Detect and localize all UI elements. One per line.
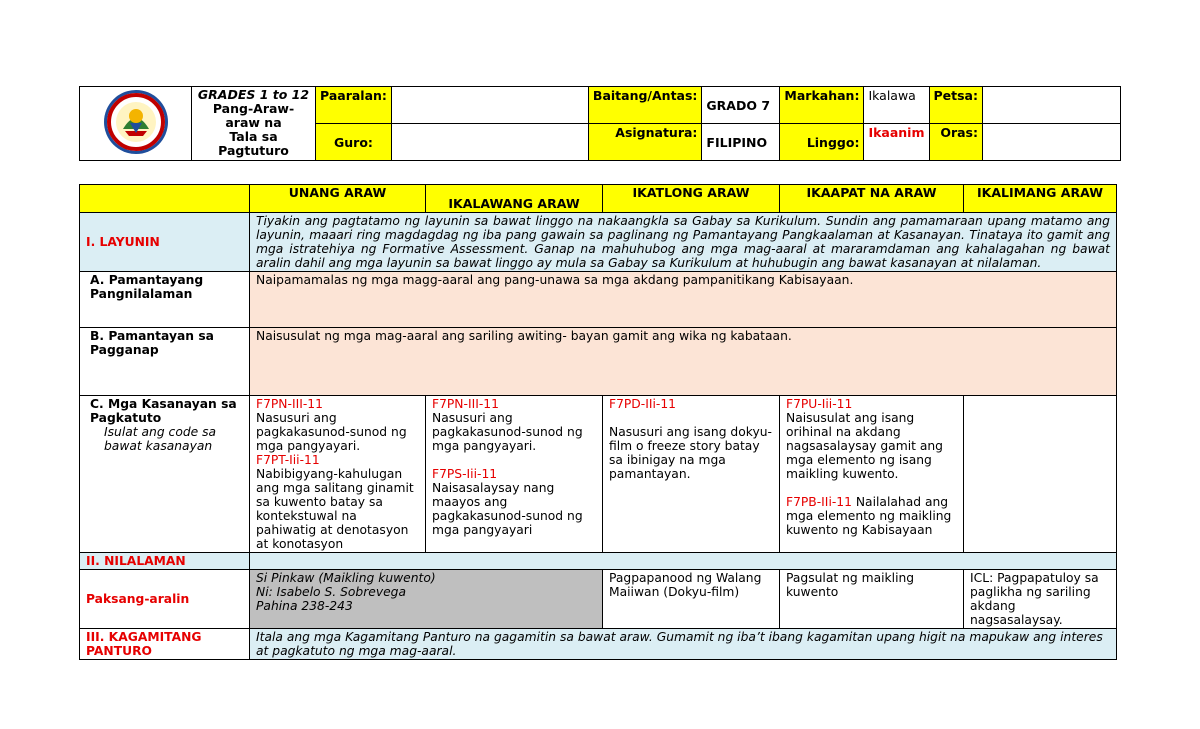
pangnilalaman-label: A. Pamantayang Pangnilalaman (80, 272, 250, 328)
paksa-author: Ni: Isabelo S. Sobrevega (256, 585, 407, 599)
corner-cell (80, 185, 250, 213)
kasanayan-day-1 (250, 396, 426, 553)
guro-label: Guro: (316, 124, 392, 161)
kasanayan-sublabel: Isulat ang code sa bawat kasanayan (104, 425, 217, 453)
competency-code: F7PB-IIi-11 (786, 495, 852, 509)
paksa-pages: Pahina 238-243 (256, 599, 353, 613)
title-line-1: GRADES 1 to 12 (197, 87, 310, 102)
title-line-2: Pang-Araw-araw na (212, 101, 295, 130)
logo-cell (80, 87, 192, 161)
nilalaman-label: II. NILALAMAN (80, 553, 250, 570)
pagganap-label: B. Pamantayan sa Pagganap (80, 328, 250, 396)
title-line-3: Tala sa Pagtuturo (218, 129, 289, 158)
competency-text: Nailalahad ang mga elemento ng maikling kuwento ng Kabisayaan (786, 495, 952, 537)
layunin-label: I. LAYUNIN (80, 213, 250, 272)
competency-code: F7PN-III-11 (256, 397, 323, 411)
day-header-2: IKALAWANG ARAW (426, 185, 603, 213)
paksa-day-5: ICL: Pagpapatuloy sa paglikha ng sariling akdang nagsasalaysay. (964, 570, 1117, 629)
linggo-label: Linggo: (780, 124, 864, 161)
asignatura-label: Asignatura: (588, 124, 702, 161)
deped-seal-icon (103, 89, 169, 155)
paksa-title: Si Pinkaw (Maikling kuwento) (256, 571, 436, 585)
oras-label: Oras: (929, 124, 983, 161)
day-header-5: IKALIMANG ARAW (964, 185, 1117, 213)
pangnilalaman-text: Naipamamalas ng mga magg-aaral ang pang-unawa sa mga akdang pampanitikang Kabisayaan. (250, 272, 1117, 328)
kasanayan-day-3 (603, 396, 780, 553)
competency-text-4b (786, 495, 957, 537)
lesson-plan-table (79, 184, 1117, 660)
competency-text: Nabibigyang-kahulugan ang mga salitang ginamit sa kuwento batay sa kontekstuwal na pahiwatig at denotasyon at konotasyon (256, 467, 414, 551)
kasanayan-label-cell (80, 396, 250, 553)
competency-text: Nasusuri ang isang dokyu-film o freeze story batay sa ibinigay na mga pamantayan. (609, 425, 772, 481)
kagamitan-label: III. KAGAMITANG PANTURO (80, 629, 250, 660)
paksa-day-1-2 (250, 570, 603, 629)
kasanayan-day-5 (964, 396, 1117, 553)
paksa-label: Paksang-aralin (80, 570, 250, 629)
petsa-field[interactable] (983, 87, 1121, 124)
competency-code: F7PD-IIi-11 (609, 397, 676, 411)
markahan-value: Ikalawa (864, 87, 929, 124)
asignatura-value: FILIPINO (702, 124, 780, 161)
guro-field[interactable] (391, 124, 588, 161)
linggo-value: Ikaanim (864, 124, 929, 161)
competency-code: F7PS-Iii-11 (432, 467, 498, 481)
kasanayan-label: C. Mga Kasanayan sa Pagkatuto (90, 397, 237, 425)
competency-text: Naisasalaysay nang maayos ang pagkakasunod-sunod ng mga pangyayari (432, 481, 583, 537)
paksa-day-4: Pagsulat ng maikling kuwento (780, 570, 964, 629)
competency-code: F7PT-Iii-11 (256, 453, 320, 467)
competency-code: F7PN-III-11 (432, 397, 499, 411)
baitang-value: GRADO 7 (702, 87, 780, 124)
day-header-1: UNANG ARAW (250, 185, 426, 213)
pagganap-text: Naisusulat ng mga mag-aaral ang sariling awiting- bayan gamit ang wika ng kabataan. (250, 328, 1117, 396)
form-title (192, 87, 316, 161)
paaralan-label: Paaralan: (316, 87, 392, 124)
kasanayan-day-2 (426, 396, 603, 553)
day-header-4: IKAAPAT NA ARAW (780, 185, 964, 213)
baitang-label: Baitang/Antas: (588, 87, 702, 124)
paaralan-field[interactable] (391, 87, 588, 124)
competency-text: Naisusulat ang isang orihinal na akdang nagsasalaysay gamit ang mga elemento ng isang maikling kuwento. (786, 411, 943, 481)
paksa-day-3: Pagpapanood ng Walang Maiiwan (Dokyu-film) (603, 570, 780, 629)
markahan-label: Markahan: (780, 87, 864, 124)
competency-code: F7PU-Iii-11 (786, 397, 853, 411)
kasanayan-day-4 (780, 396, 964, 553)
oras-field[interactable] (983, 124, 1121, 161)
nilalaman-bar (250, 553, 1117, 570)
petsa-label: Petsa: (929, 87, 983, 124)
layunin-text: Tiyakin ang pagtatamo ng layunin sa bawat linggo na nakaangkla sa Gabay sa Kurikulum. Sundin ang pamamaraan upang matamo ang layunin, maaari ring magdagdag ng iba pang gawain sa paglinang ng Pamantayang Pangkaalaman at Kasanayan. Tinataya ito gamit ang mga istratehiya ng Formative Assessment. Ganap na mahuhubog ang mga mag-aaral at mararamdaman ang kahalagahan ng bawat aralin dahil ang mga layunin sa bawat linggo ay mula sa Gabay sa Kurikulum at huhubugin ang bawat kasanayan at nilalaman. (250, 213, 1117, 272)
header-table (79, 86, 1121, 161)
competency-text: Nasusuri ang pagkakasunod-sunod ng mga pangyayari. (256, 411, 407, 453)
kagamitan-text: Itala ang mga Kagamitang Panturo na gagamitin sa bawat araw. Gumamit ng iba’t ibang kagamitan upang higit na mapukaw ang interes at pagkatuto ng mga mag-aaral. (250, 629, 1117, 660)
competency-text: Nasusuri ang pagkakasunod-sunod ng mga pangyayari. (432, 411, 583, 453)
day-header-3: IKATLONG ARAW (603, 185, 780, 213)
